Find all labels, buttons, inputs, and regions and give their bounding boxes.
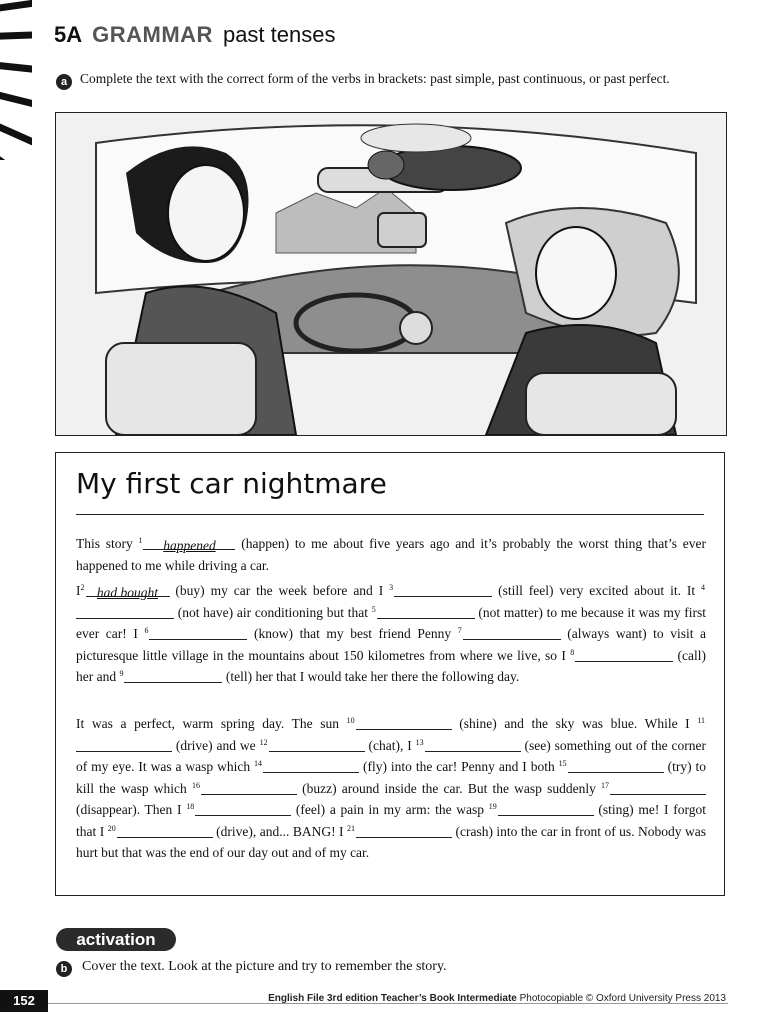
- text: (still feel) very excited about it. It: [498, 583, 696, 598]
- story-paragraph-2: [76, 580, 706, 688]
- topic-label: past tenses: [222, 22, 336, 47]
- text: (drive) and we: [175, 737, 256, 753]
- gap-9-blank[interactable]: [124, 668, 222, 683]
- gap-number: 13: [415, 737, 424, 747]
- gap-number: 7: [457, 626, 462, 635]
- car-wasp-illustration: [55, 112, 727, 436]
- gap-number: 21: [347, 823, 355, 833]
- exercise-a-instruction: [56, 70, 726, 90]
- illustration-drawing: [56, 113, 726, 435]
- gap-7-blank[interactable]: [463, 625, 561, 640]
- gap-8-blank[interactable]: [575, 647, 673, 662]
- unit-number: 5A: [54, 22, 83, 47]
- gap-20-blank[interactable]: [117, 823, 213, 838]
- gap-number: 2: [80, 583, 85, 592]
- gap-number: 8: [570, 647, 575, 657]
- text: (disappear). Then I: [76, 802, 182, 817]
- gap-number: 19: [488, 802, 497, 811]
- text: (shine) and the sky was blue. While I: [459, 716, 690, 731]
- gap-16-blank[interactable]: [201, 780, 297, 795]
- text: (not have) air conditioning but that: [177, 604, 368, 620]
- text: (always want) to visit a picturesque little village in the mountains about 150 kilometres from where we live, so I: [76, 626, 707, 663]
- exercise-a-bullet: a: [56, 74, 72, 90]
- gap-19-blank[interactable]: [498, 801, 594, 816]
- gap-1-answer: happened: [143, 535, 235, 550]
- gap-11-blank[interactable]: [76, 737, 172, 752]
- text: It was a perfect, warm spring day. The sun: [76, 716, 340, 731]
- gap-number: 5: [371, 604, 376, 614]
- text: I: [76, 583, 81, 598]
- story-box: [55, 452, 725, 896]
- gap-12-blank[interactable]: [269, 737, 365, 752]
- gap-number: 20: [107, 823, 116, 833]
- book-title: English File 3rd edition Teacher’s Book Intermediate: [268, 993, 517, 1004]
- gap-21-blank[interactable]: [356, 823, 452, 838]
- copyright-text: Photocopiable © Oxford University Press 2013: [519, 993, 726, 1004]
- gap-number: 4: [701, 583, 706, 592]
- gap-number: 9: [119, 669, 124, 678]
- text: (crash) into the car in front of us. Nobody was hurt but that was the end of our day out and of my car.: [76, 823, 706, 860]
- text: (call) her and: [76, 647, 706, 684]
- gap-number: 15: [558, 759, 567, 768]
- story-title: My first car nightmare: [76, 467, 387, 500]
- text: (chat), I: [368, 737, 412, 753]
- title-divider: [76, 514, 704, 515]
- text: (fly) into the car! Penny and I both: [362, 759, 555, 774]
- gap-15-blank[interactable]: [568, 758, 664, 773]
- text: (not matter) to me because it was my first ever car! I: [76, 604, 707, 641]
- text: (buy) my car the week before and I: [175, 583, 384, 598]
- gap-number: 1: [138, 536, 143, 545]
- text: (buzz) around inside the car. But the wasp suddenly: [302, 780, 596, 796]
- gap-5-blank[interactable]: [377, 604, 475, 619]
- gap-6-blank[interactable]: [149, 625, 247, 640]
- exercise-b-bullet: b: [56, 961, 72, 977]
- text: (see) something out of the corner of my eye. It was a wasp which: [76, 737, 706, 774]
- text: This story: [76, 536, 133, 551]
- text: (tell) her that I would take her there the following day.: [225, 669, 520, 684]
- story-paragraph-3: [76, 713, 706, 864]
- gap-number: 16: [191, 780, 200, 790]
- gap-10-blank[interactable]: [356, 715, 452, 730]
- exercise-b-text: Cover the text. Look at the picture and try to remember the story.: [82, 959, 447, 974]
- gap-number: 17: [601, 780, 610, 790]
- gap-number: 14: [254, 759, 263, 768]
- text: (drive), and... BANG! I: [216, 823, 344, 839]
- gap-13-blank[interactable]: [425, 737, 521, 752]
- gap-number: 3: [389, 583, 394, 592]
- gap-number: 12: [259, 737, 268, 747]
- gap-14-blank[interactable]: [263, 758, 359, 773]
- corner-decoration: [0, 0, 32, 160]
- gap-4-blank[interactable]: [76, 604, 174, 619]
- gap-3-blank[interactable]: [394, 582, 492, 597]
- gap-18-blank[interactable]: [195, 801, 291, 816]
- gap-number: 6: [144, 626, 149, 635]
- footer-credits: [268, 993, 726, 1004]
- text: (sting) me! I forgot that I: [76, 802, 707, 839]
- text: (happen) to me about five years ago and it’s probably the worst thing that’s ever happened to me while driving a car.: [76, 536, 706, 573]
- exercise-b-instruction: [56, 959, 447, 977]
- gap-number: 18: [186, 802, 195, 811]
- story-paragraph-1: [76, 533, 706, 576]
- gap-number: 11: [697, 716, 706, 725]
- text: (try) to kill the wasp which: [76, 759, 707, 796]
- activation-badge: activation: [56, 928, 176, 951]
- text: (feel) a pain in my arm: the wasp: [295, 802, 485, 817]
- gap-number: 10: [346, 716, 355, 725]
- page-number: 152: [0, 990, 48, 1012]
- section-label: GRAMMAR: [92, 22, 213, 47]
- exercise-a-text: Complete the text with the correct form of the verbs in brackets: past simple, past continuous, or past perfect.: [80, 71, 670, 86]
- page-header: [54, 22, 335, 52]
- gap-2-answer: had bought: [86, 582, 170, 597]
- gap-17-blank[interactable]: [610, 780, 706, 795]
- text: (know) that my best friend Penny: [254, 626, 452, 641]
